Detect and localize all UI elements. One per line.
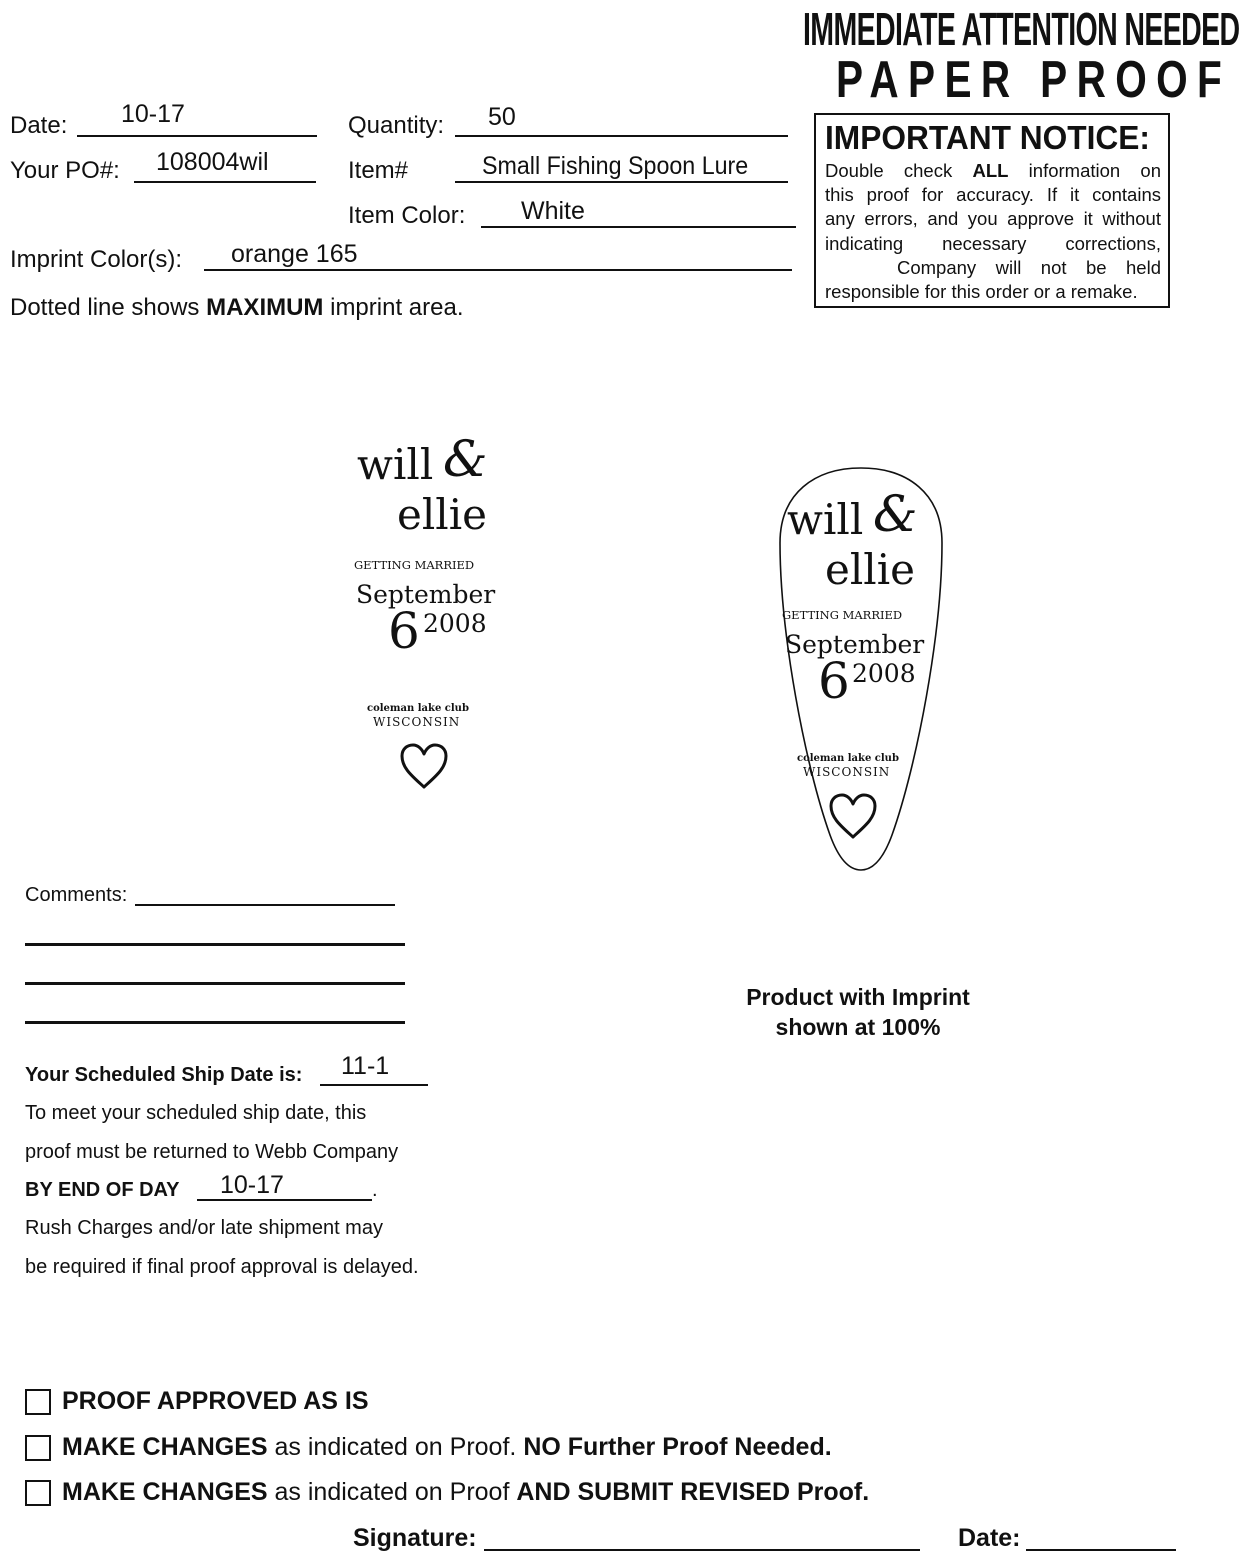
item-label: Item# bbox=[348, 157, 409, 184]
art-getting-married: GETTING MARRIED bbox=[354, 558, 475, 572]
po-value[interactable]: 108004wil bbox=[156, 148, 269, 176]
quantity-line bbox=[455, 135, 788, 137]
make-changes-no-proof-label: MAKE CHANGES as indicated on Proof. NO Further Proof Needed. bbox=[62, 1433, 832, 1461]
lure-name1: will bbox=[787, 495, 864, 544]
comments-line-4[interactable] bbox=[25, 1021, 405, 1024]
imprint-line bbox=[204, 269, 792, 271]
product-caption-line2: shown at 100% bbox=[775, 1014, 941, 1040]
lure-heart-icon bbox=[827, 790, 879, 842]
signature-date-label: Date: bbox=[958, 1524, 1021, 1552]
art-name2: ellie bbox=[397, 490, 488, 539]
comments-line-1[interactable] bbox=[135, 904, 395, 906]
date-value[interactable]: 10-17 bbox=[121, 100, 185, 128]
comments-line-3[interactable] bbox=[25, 982, 405, 985]
date-label: Date: bbox=[10, 112, 68, 139]
dotted-post: imprint area. bbox=[330, 294, 464, 321]
notice-line-5: Company will not be held bbox=[897, 256, 1161, 278]
proof-approved-label: PROOF APPROVED AS IS bbox=[62, 1387, 369, 1415]
art-day: 6 bbox=[388, 602, 420, 660]
quantity-value[interactable]: 50 bbox=[488, 103, 516, 131]
make-changes-no-proof-checkbox[interactable] bbox=[25, 1435, 51, 1461]
po-label: Your PO#: bbox=[10, 157, 120, 184]
by-end-of-day-value[interactable]: 10-17 bbox=[220, 1171, 284, 1199]
ship-date-value[interactable]: 11-1 bbox=[341, 1052, 390, 1080]
imprint-value[interactable]: orange 165 bbox=[231, 240, 358, 268]
lure-venue: coleman lake club bbox=[797, 753, 899, 764]
header-paper-proof: PAPER PROOF bbox=[836, 51, 1232, 109]
by-end-of-day-label: BY END OF DAY bbox=[25, 1179, 180, 1201]
make-changes-revised-checkbox[interactable] bbox=[25, 1480, 51, 1506]
imprint-artwork bbox=[340, 430, 520, 800]
by-end-of-day-period: . bbox=[372, 1179, 378, 1201]
signature-line[interactable] bbox=[484, 1549, 920, 1551]
ship-text-3: Rush Charges and/or late shipment may bbox=[25, 1217, 383, 1239]
lure-state: WISCONSIN bbox=[803, 765, 891, 779]
product-caption bbox=[716, 982, 1000, 1042]
important-notice-box bbox=[814, 113, 1170, 308]
item-line bbox=[455, 181, 788, 183]
signature-date-line[interactable] bbox=[1026, 1549, 1176, 1551]
notice-line-1: Double check ALL information on bbox=[825, 160, 1162, 181]
date-line bbox=[77, 135, 317, 137]
lure-year: 2008 bbox=[852, 659, 916, 688]
notice-line-6: responsible for this order or a remake. bbox=[825, 281, 1138, 303]
art-state: WISCONSIN bbox=[373, 715, 461, 729]
item-color-line bbox=[481, 226, 796, 228]
make-changes-revised-label: MAKE CHANGES as indicated on Proof AND SUBMIT REVISED Proof. bbox=[62, 1478, 870, 1506]
imprint-label: Imprint Color(s): bbox=[10, 246, 183, 273]
lure-getting-married: GETTING MARRIED bbox=[782, 608, 903, 622]
comments-line-2[interactable] bbox=[25, 943, 405, 946]
product-caption-line1: Product with Imprint bbox=[746, 984, 970, 1010]
notice-line-4: indicating necessary corrections, bbox=[825, 232, 1161, 254]
notice-title: IMPORTANT NOTICE: bbox=[825, 119, 1150, 156]
product-lure bbox=[777, 465, 945, 873]
art-month: September bbox=[356, 580, 496, 609]
art-ampersand: & bbox=[443, 430, 488, 488]
signature-label: Signature: bbox=[353, 1524, 477, 1552]
dotted-pre: Dotted line shows bbox=[10, 294, 200, 321]
lure-day: 6 bbox=[818, 652, 850, 710]
comments-label: Comments: bbox=[25, 884, 128, 906]
ship-date-line bbox=[320, 1084, 428, 1086]
art-year: 2008 bbox=[423, 609, 487, 638]
notice-line-2: this proof for accuracy. If it contains bbox=[825, 184, 1161, 206]
art-venue: coleman lake club bbox=[367, 703, 469, 714]
lure-month: September bbox=[785, 630, 925, 659]
notice-line-3: any errors, and you approve it without bbox=[825, 208, 1161, 230]
lure-name2: ellie bbox=[825, 545, 916, 594]
art-name1: will bbox=[357, 440, 434, 489]
po-line bbox=[134, 181, 316, 183]
heart-icon bbox=[398, 740, 450, 792]
ship-text-1: To meet your scheduled ship date, this bbox=[25, 1102, 367, 1124]
item-color-label: Item Color: bbox=[348, 202, 466, 229]
quantity-label: Quantity: bbox=[348, 112, 445, 139]
item-color-value[interactable]: White bbox=[521, 197, 585, 225]
lure-ampersand: & bbox=[873, 485, 918, 543]
dotted-bold: MAXIMUM bbox=[206, 294, 324, 321]
ship-text-4: be required if final proof approval is delayed. bbox=[25, 1256, 419, 1278]
notice-body bbox=[825, 159, 1161, 304]
proof-approved-checkbox[interactable] bbox=[25, 1389, 51, 1415]
dotted-line-note bbox=[10, 294, 464, 322]
ship-date-label: Your Scheduled Ship Date is: bbox=[25, 1064, 303, 1086]
ship-text-2: proof must be returned to Webb Company bbox=[25, 1141, 399, 1163]
item-value[interactable]: Small Fishing Spoon Lure bbox=[482, 152, 749, 180]
header-attention: IMMEDIATE ATTENTION NEEDED bbox=[803, 3, 1240, 55]
